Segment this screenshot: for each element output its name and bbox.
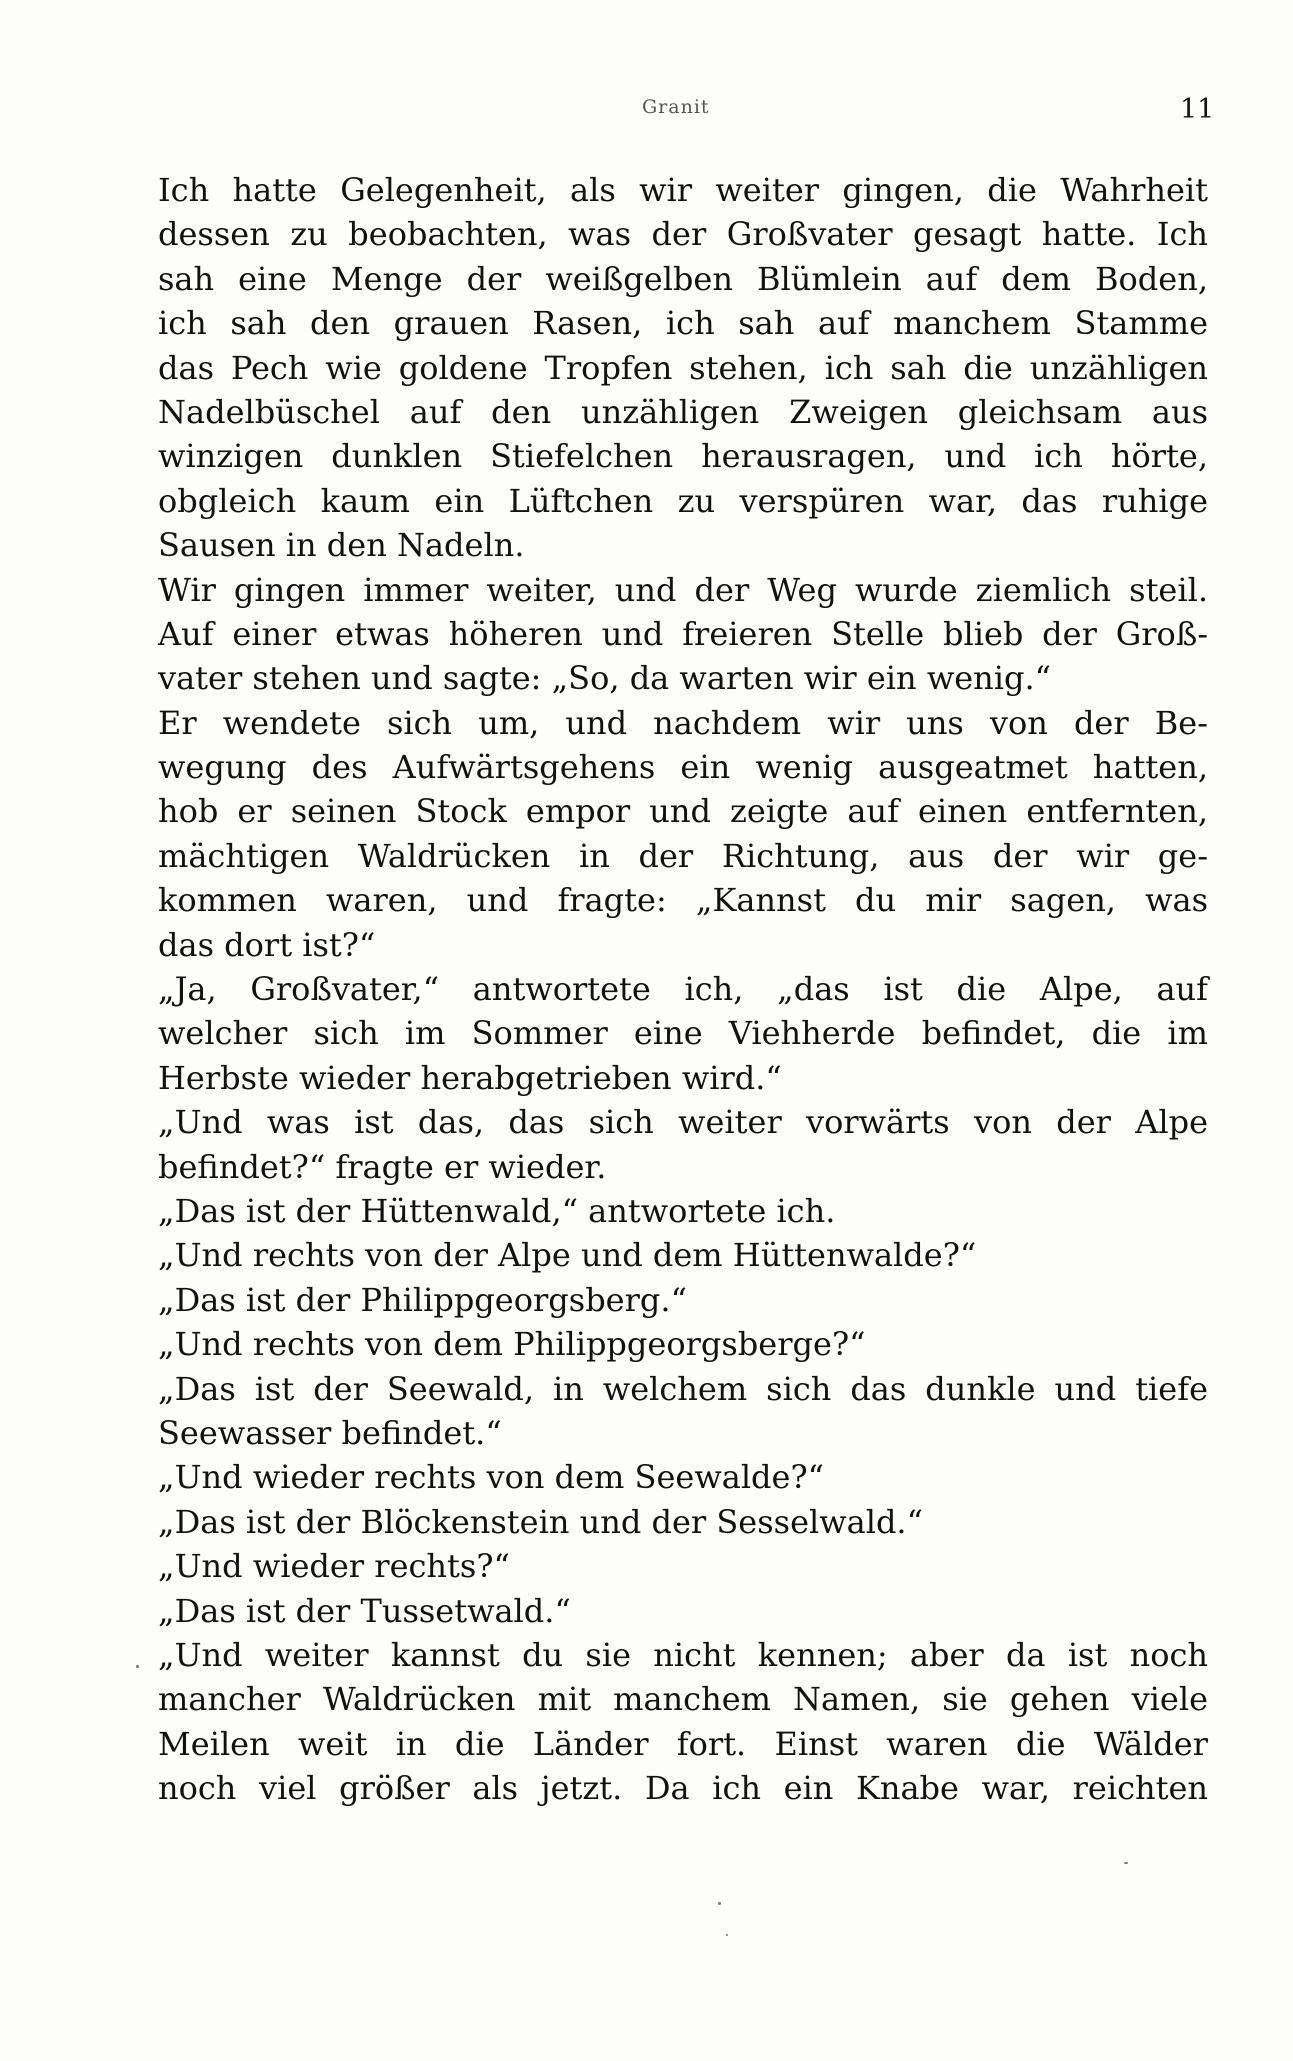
text-line: „Ja, Großvater,“ antwortete ich, „das ist die Alpe, auf	[158, 970, 1208, 1009]
scan-speck	[136, 1665, 139, 1668]
scan-speck	[1124, 1862, 1128, 1864]
text-line: dessen zu beobachten, was der Großvater gesagt hatte. Ich	[158, 215, 1208, 254]
text-line: ich sah den grauen Rasen, ich sah auf manchem Stamme	[158, 304, 1208, 343]
text-line: Ich hatte Gelegenheit, als wir weiter gingen, die Wahrheit	[158, 171, 1208, 209]
text-line: winzigen dunklen Stiefelchen herausragen, und ich hörte,	[158, 437, 1208, 476]
text-line: „Das ist der Seewald, in welchem sich das dunkle und tiefe	[158, 1369, 1208, 1408]
text-line: Seewasser befindet.“	[158, 1413, 502, 1452]
text-line: obgleich kaum ein Lüftchen zu verspüren war, das ruhige	[158, 481, 1208, 520]
scan-speck	[726, 1934, 728, 1936]
text-line: das Pech wie goldene Tropfen stehen, ich sah die unzähligen	[158, 348, 1208, 387]
text-line: „Das ist der Hüttenwald,“ antwortete ich.	[158, 1191, 836, 1230]
text-line: „Das ist der Blöckenstein und der Sesselwald.“	[158, 1502, 923, 1541]
text-line: „Das ist der Philippgeorgsberg.“	[158, 1280, 687, 1319]
running-title: Granit	[642, 96, 710, 118]
page-number: 11	[1180, 94, 1215, 125]
text-line: welcher sich im Sommer eine Viehherde befindet, die im	[158, 1014, 1208, 1053]
text-line: „Und weiter kannst du sie nicht kennen; aber da ist noch	[158, 1635, 1208, 1674]
text-line: „Und wieder rechts von dem Seewalde?“	[158, 1458, 824, 1497]
text-line: noch viel größer als jetzt. Da ich ein Knabe war, reichten	[158, 1769, 1208, 1808]
text-line: Herbste wieder herabgetrieben wird.“	[158, 1058, 782, 1097]
scan-speck	[718, 1902, 721, 1905]
text-line: Sausen in den Nadeln.	[158, 526, 525, 565]
running-head	[0, 96, 1293, 126]
text-line: kommen waren, und fragte: „Kannst du mir sagen, was	[158, 881, 1208, 920]
text-line: Meilen weit in die Länder fort. Einst waren die Wälder	[158, 1724, 1208, 1763]
text-line: mancher Waldrücken mit manchem Namen, sie gehen viele	[158, 1680, 1208, 1719]
text-line: „Und rechts von dem Philippgeorgsberge?“	[158, 1325, 866, 1364]
text-line: „Das ist der Tussetwald.“	[158, 1591, 571, 1630]
text-line: Wir gingen immer weiter, und der Weg wurde ziemlich steil.	[158, 570, 1208, 609]
text-line: „Und was ist das, das sich weiter vorwärts von der Alpe	[158, 1103, 1208, 1142]
body-text	[158, 168, 1208, 1810]
text-line: wegung des Aufwärtsgehens ein wenig ausgeatmet hatten,	[158, 748, 1208, 787]
text-line: Er wendete sich um, und nachdem wir uns von der Be-	[158, 703, 1208, 742]
text-line: mächtigen Waldrücken in der Richtung, aus der wir ge-	[158, 836, 1208, 875]
text-line: Auf einer etwas höheren und freieren Stelle blieb der Groß-	[158, 614, 1208, 653]
text-line: das dort ist?“	[158, 925, 376, 964]
text-line: Nadelbüschel auf den unzähligen Zweigen gleichsam aus	[158, 392, 1208, 431]
text-line: sah eine Menge der weißgelben Blümlein auf dem Boden,	[158, 259, 1208, 298]
text-line: „Und wieder rechts?“	[158, 1547, 510, 1586]
text-line: vater stehen und sagte: „So, da warten wir ein wenig.“	[158, 659, 1051, 698]
text-line: „Und rechts von der Alpe und dem Hüttenwalde?“	[158, 1236, 977, 1275]
text-line: hob er seinen Stock empor und zeigte auf einen entfernten,	[158, 792, 1208, 831]
text-line: befindet?“ fragte er wieder.	[158, 1147, 607, 1186]
